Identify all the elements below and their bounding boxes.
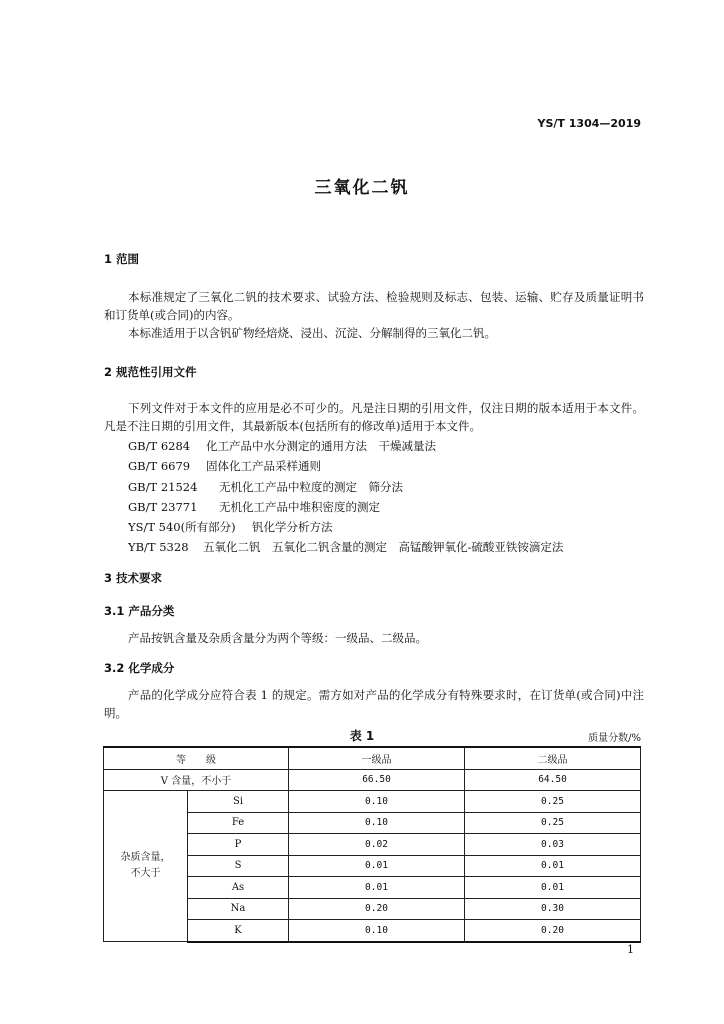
section-2-heading: 2 规范性引用文件 <box>104 365 197 379</box>
impurity-label-line-1: 杂质含量， <box>120 852 171 863</box>
grade-2-value: 0.01 <box>465 855 641 877</box>
grade-header: 等 级 <box>104 747 289 769</box>
classification-text: 产品按钒含量及杂质含量分为两个等级：一级品、二级品。 <box>128 631 427 645</box>
grade-2-value: 0.25 <box>465 791 641 813</box>
page-number: 1 <box>627 943 634 956</box>
grade-1-value: 0.01 <box>289 855 465 877</box>
grade-1-value: 0.10 <box>289 920 465 942</box>
reference-item <box>128 477 563 497</box>
grade-2-header: 二级品 <box>465 747 641 769</box>
table-row <box>104 791 641 813</box>
element-cell: As <box>188 877 289 899</box>
section-3-heading: 3 技术要求 <box>104 571 163 585</box>
element-cell: K <box>188 920 289 942</box>
document-title: 三氧化二钒 <box>314 178 410 198</box>
reference-item <box>128 436 563 456</box>
grade-1-value: 0.10 <box>289 791 465 813</box>
grade-2-value: 0.03 <box>465 834 641 856</box>
composition-table <box>103 746 641 943</box>
v-content-grade-2: 64.50 <box>465 769 641 791</box>
table-header-row <box>104 747 641 769</box>
section-3-2-body <box>104 686 644 722</box>
grade-1-header: 一级品 <box>289 747 465 769</box>
reference-code: GB/T 23771 <box>128 499 198 514</box>
grade-1-value: 0.20 <box>289 898 465 920</box>
reference-title: 钒化学分析方法 <box>252 520 333 535</box>
grade-1-value: 0.02 <box>289 834 465 856</box>
reference-title: 固体化工产品采样通则 <box>206 459 321 474</box>
section-3-2-heading: 3.2 化学成分 <box>104 661 175 675</box>
section-2-intro <box>104 399 644 435</box>
table-row <box>104 769 641 791</box>
grade-2-value: 0.30 <box>465 898 641 920</box>
reference-code: GB/T 6679 <box>128 459 191 474</box>
reference-code: GB/T 6284 <box>128 439 191 453</box>
table-caption: 表 1 <box>349 729 375 743</box>
scope-paragraph-1: 本标准规定了三氧化二钒的技术要求、试验方法、检验规则及标志、包装、运输、贮存及质量证明书和订货单(或合同)的内容。 <box>104 290 644 322</box>
reference-title: 五氧化二钒 五氧化二钒含量的测定 高锰酸钾氧化-硫酸亚铁铵滴定法 <box>203 540 564 555</box>
grade-2-value: 0.25 <box>465 812 641 834</box>
composition-text: 产品的化学成分应符合表 1 的规定。需方如对产品的化学成分有特殊要求时，在订货单(或合同)中注明。 <box>104 688 644 720</box>
v-content-grade-1: 66.50 <box>289 769 465 791</box>
reference-item <box>128 517 563 537</box>
section-3-1-body <box>104 629 644 647</box>
element-cell: Si <box>188 791 289 813</box>
reference-item <box>128 537 563 557</box>
reference-code: YB/T 5328 <box>128 540 189 555</box>
element-cell: P <box>188 834 289 856</box>
reference-item <box>128 456 563 476</box>
table-unit: 质量分数/% <box>588 733 641 744</box>
section-1-body <box>104 288 644 342</box>
element-cell: Fe <box>188 812 289 834</box>
reference-title: 化工产品中水分测定的通用方法 干燥减量法 <box>206 439 436 453</box>
grade-1-value: 0.01 <box>289 877 465 899</box>
reference-title: 无机化工产品中粒度的测定 筛分法 <box>219 479 403 494</box>
grade-1-value: 0.10 <box>289 812 465 834</box>
reference-item <box>128 497 563 517</box>
standard-number: YS/T 1304—2019 <box>537 117 641 130</box>
impurity-label <box>104 791 188 942</box>
references-intro: 下列文件对于本文件的应用是必不可少的。凡是注日期的引用文件，仅注日期的版本适用于本文件。凡是不注日期的引用文件，其最新版本(包括所有的修改单)适用于本文件。 <box>104 401 644 433</box>
reference-list <box>128 436 563 558</box>
scope-paragraph-2: 本标准适用于以含钒矿物经焙烧、浸出、沉淀、分解制得的三氧化二钒。 <box>128 326 496 340</box>
section-1-heading: 1 范围 <box>104 252 140 266</box>
impurity-label-line-2: 不大于 <box>130 868 161 879</box>
element-cell: S <box>188 855 289 877</box>
reference-title: 无机化工产品中堆积密度的测定 <box>219 499 380 514</box>
v-content-label: V 含量，不小于 <box>104 769 289 791</box>
reference-code: YS/T 540(所有部分) <box>128 520 236 535</box>
section-3-1-heading: 3.1 产品分类 <box>104 604 175 618</box>
grade-2-value: 0.20 <box>465 920 641 942</box>
element-cell: Na <box>188 898 289 920</box>
grade-2-value: 0.01 <box>465 877 641 899</box>
reference-code: GB/T 21524 <box>128 479 198 494</box>
